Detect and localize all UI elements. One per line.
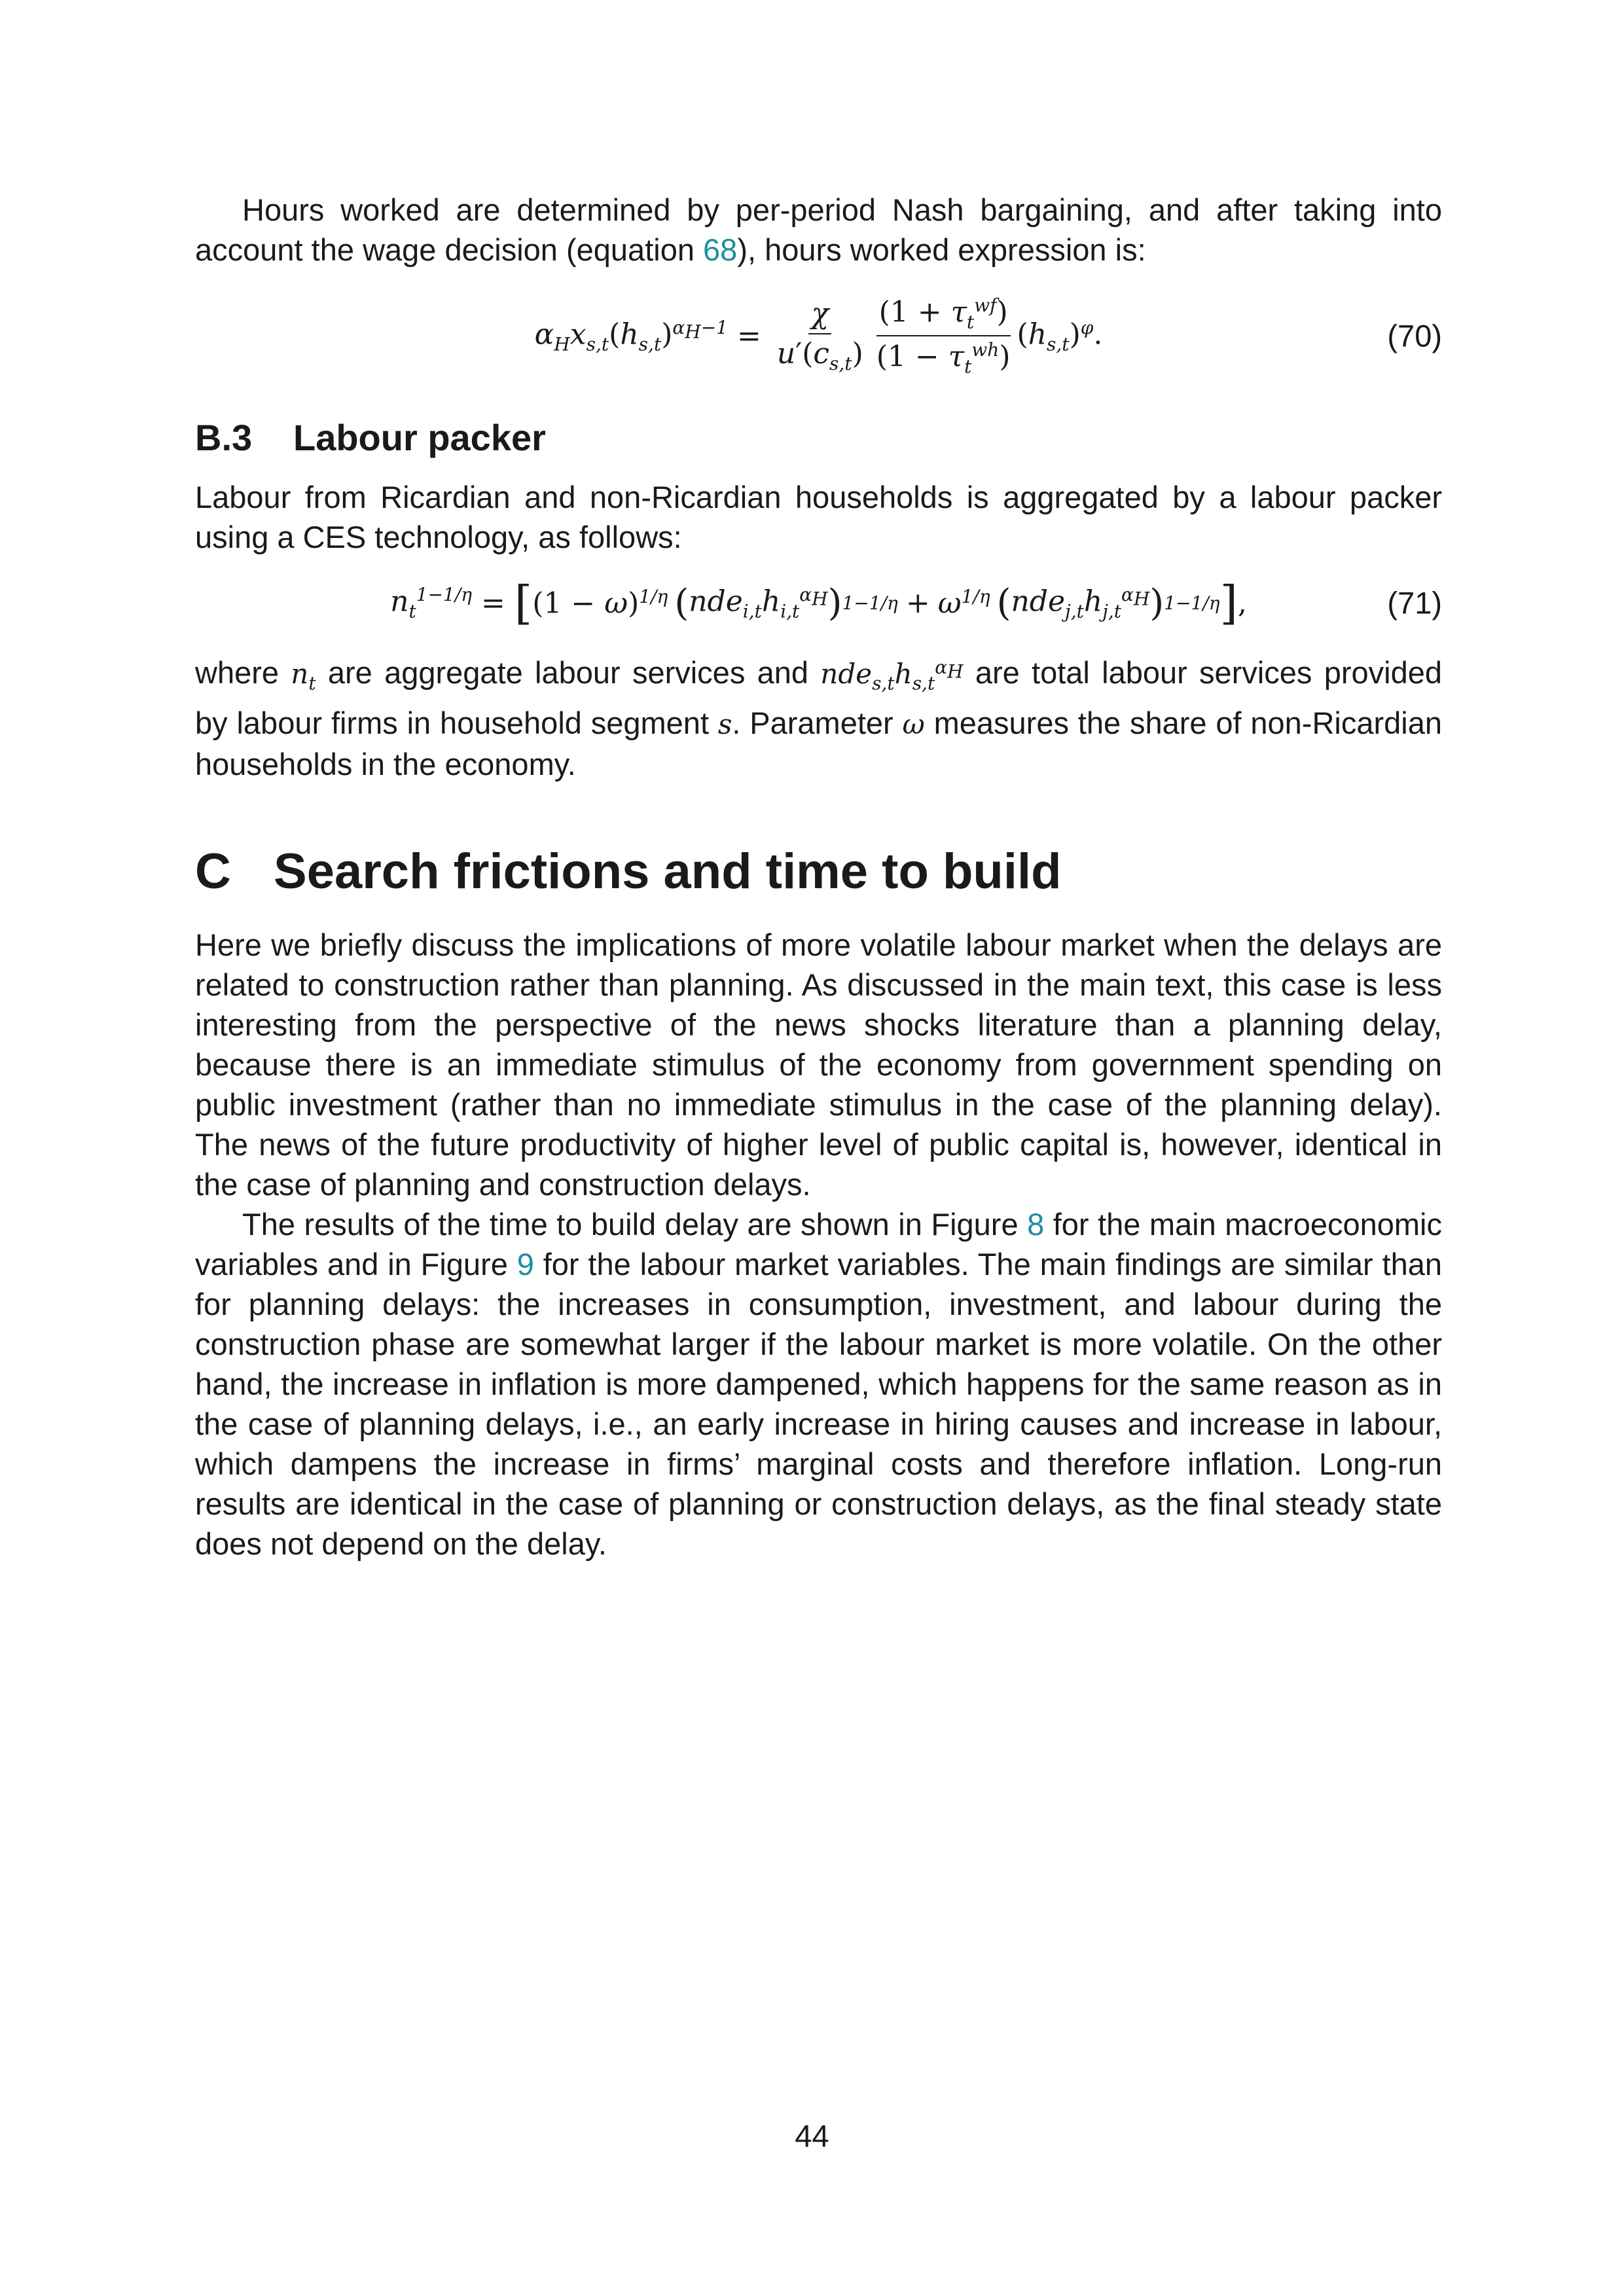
equation-71: $n_t^{1-1/\eta}$ = [ $(1 - \omega)^{1/\eta}$ ( $nde_{i,t}h_{i,t}^{\alpha_H}$ ) 1−1/η + $\omega^{1/\eta}$ ( $nde_{j,t}h_{j,t}^{\alpha_H}$ ) 1−1/η ] , (71) bbox=[390, 576, 1442, 630]
intro-paragraph bbox=[195, 190, 1442, 270]
para2-text-b: for the main macroeconomic variables and in Figure bbox=[195, 1207, 1442, 1282]
where-text-1: where bbox=[195, 655, 291, 690]
symbol-omega: ω bbox=[902, 708, 925, 741]
where-text-4: . Parameter bbox=[732, 706, 903, 741]
symbol-n-t: $n_t$ bbox=[291, 658, 316, 694]
equation-number-70: (70) bbox=[1387, 318, 1442, 353]
equation-70: $\alpha_Hx_{s,t}(h_{s,t})^{\alpha_H-1}$ = $\frac{\chi}{u'(c_{s,t})}$ $\frac{(1 + \tau_t^{wf})}{(1 - \tau_t^{wh})}$ $(h_{s,t})^\varphi$. (70) bbox=[534, 294, 1442, 378]
page-content bbox=[195, 190, 1442, 1564]
search-frictions-paragraph-2 bbox=[195, 1204, 1442, 1564]
where-paragraph bbox=[195, 647, 1442, 784]
where-text-3: are total labour services provided by labour firms in household segment bbox=[195, 655, 1442, 741]
intro-text-end: ), hours worked expression is: bbox=[737, 232, 1146, 267]
intro-text: Hours worked are determined by per-period Nash bargaining, and after taking into account the wage decision (equation bbox=[195, 192, 1442, 267]
figure-ref-9[interactable]: 9 bbox=[516, 1247, 534, 1282]
para2-text-a: The results of the time to build delay are shown in Figure bbox=[242, 1207, 1028, 1242]
where-text-5: measures the share of non-Ricardian households in the economy. bbox=[195, 706, 1442, 782]
section-heading-b3 bbox=[195, 416, 1442, 459]
search-frictions-paragraph-1: Here we briefly discuss the implications of more volatile labour market when the delays are related to construction rather than planning. As discussed in the main text, this case is less interesting from the perspective of the news shocks literature than a planning delay, because there is an immediate stimulus of the economy from government spending on public investment (rather than no immediate stimulus in the case of the planning delay). The news of the future productivity of higher level of public capital is, however, identical in the case of planning and construction delays. bbox=[195, 927, 1442, 1202]
symbol-nde-h: $nde_{s,t}h_{s,t}^{\alpha_H}$ bbox=[820, 656, 964, 694]
equation-number-71: (71) bbox=[1387, 585, 1442, 620]
where-text-2: are aggregate labour services and bbox=[316, 655, 821, 690]
equation-ref-68[interactable]: 68 bbox=[703, 232, 738, 267]
section-heading-c bbox=[195, 843, 1442, 900]
section-title: Labour packer bbox=[293, 417, 546, 458]
labour-packer-paragraph: Labour from Ricardian and non-Ricardian households is aggregated by a labour packer using a CES technology, as follows: bbox=[195, 480, 1442, 554]
symbol-s: s bbox=[717, 708, 732, 741]
figure-ref-8[interactable]: 8 bbox=[1027, 1207, 1045, 1242]
section-number: B.3 bbox=[195, 417, 253, 458]
page-number: 44 bbox=[795, 2119, 829, 2153]
para2-text-c: for the labour market variables. The main findings are similar than for planning delays: the increases in consumption, investment, and labour during the construction phase are somewhat larger if the labour market is more volatile. On the other hand, the increase in inflation is more dampened, which happens for the same reason as in the case of planning delays, i.e., an early increase in hiring causes and increase in labour, which dampens the increase in firms’ marginal costs and therefore inflation. Long-run results are identical in the case of planning or construction delays, as the final steady state does not depend on the delay. bbox=[195, 1247, 1443, 1562]
section-number: C bbox=[195, 844, 231, 900]
section-title: Search frictions and time to build bbox=[274, 844, 1062, 900]
